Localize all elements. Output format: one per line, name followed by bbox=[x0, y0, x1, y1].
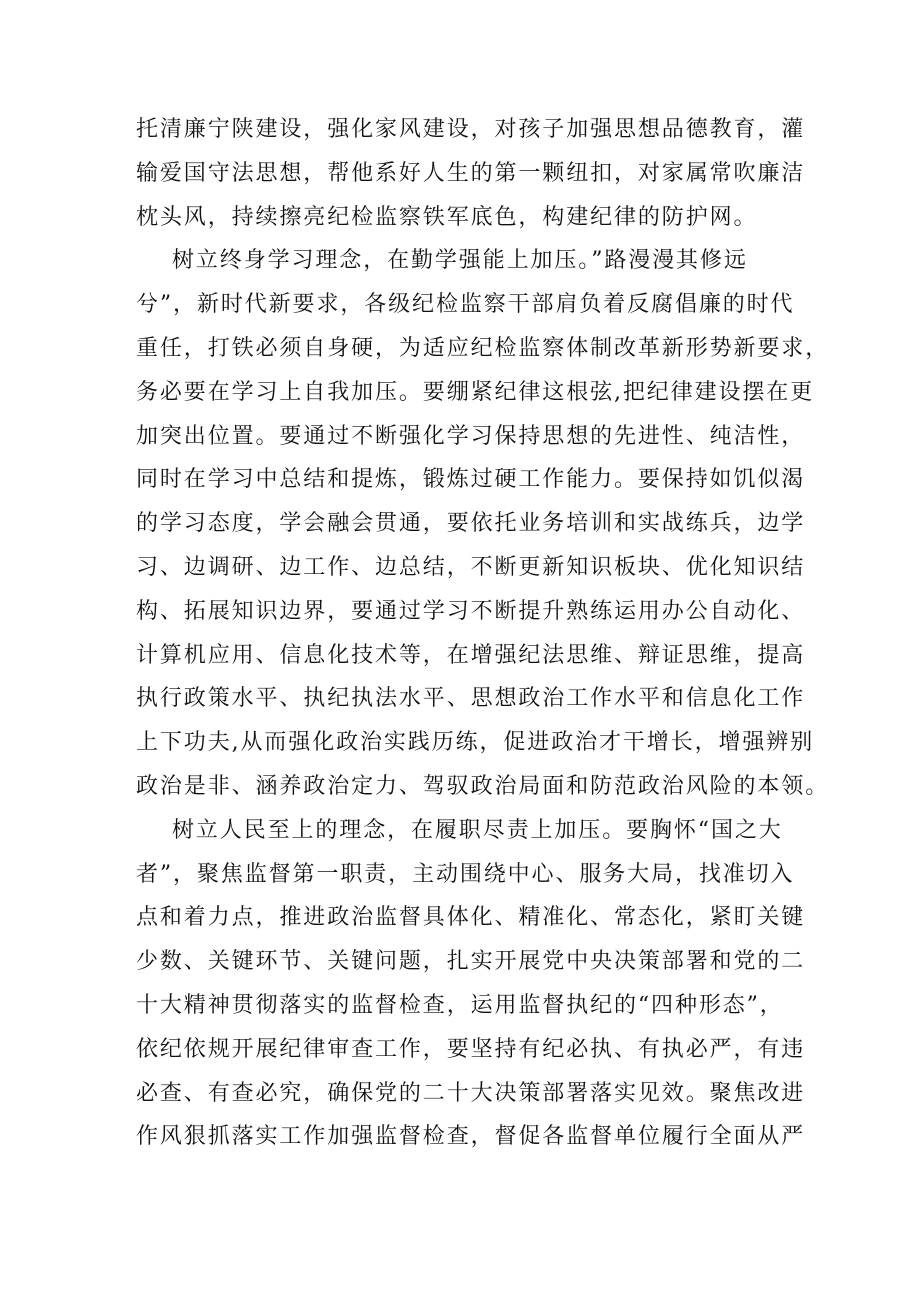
text-line: 作风狠抓落实工作加强监督检查，督促各监督单位履行全面从严 bbox=[136, 1124, 806, 1150]
text-line: 兮”，新时代新要求，各级纪检监察干部肩负着反腐倡廉的时代 bbox=[136, 292, 795, 318]
text-line: 务必要在学习上自我加压。要绷紧纪律这根弦,把纪律建设摆在更 bbox=[136, 379, 815, 405]
text-line: 执行政策水平、执纪执法水平、思想政治工作水平和信息化工作 bbox=[136, 686, 806, 712]
text-line: 政治是非、涵养政治定力、驾驭政治局面和防范政治风险的本领。 bbox=[136, 773, 830, 799]
text-line: 输爱国守法思想，帮他系好人生的第一颗纽扣，对家属常吹廉洁 bbox=[136, 160, 806, 186]
text-line: 十大精神贯彻落实的监督检查，运用监督执纪的“四种形态”， bbox=[136, 992, 784, 1018]
text-line: 的学习态度，学会融会贯通，要依托业务培训和实战练兵，边学 bbox=[136, 511, 806, 537]
text-line: 加突出位置。要通过不断强化学习保持思想的先进性、纯洁性， bbox=[136, 423, 806, 449]
paragraph-first-line: 树立终身学习理念，在勤学强能上加压。”路漫漫其修远 bbox=[172, 248, 748, 274]
text-line: 同时在学习中总结和提炼，锻炼过硬工作能力。要保持如饥似渴 bbox=[136, 467, 806, 493]
text-line: 习、边调研、边工作、边总结，不断更新知识板块、优化知识结 bbox=[136, 554, 806, 580]
text-line: 点和着力点，推进政治监督具体化、精准化、常态化，紧盯关键 bbox=[136, 905, 806, 931]
text-line: 重任，打铁必须自身硬，为适应纪检监察体制改革新形势新要求， bbox=[136, 335, 830, 361]
text-line: 枕头风，持续擦亮纪检监察铁军底色，构建纪律的防护网。 bbox=[136, 204, 758, 230]
text-line: 必查、有查必究，确保党的二十大决策部署落实见效。聚焦改进 bbox=[136, 1080, 806, 1106]
text-line: 构、拓展知识边界，要通过学习不断提升熟练运用办公自动化、 bbox=[136, 598, 806, 624]
text-line: 上下功夫,从而强化政治实践历练，促进政治才干增长，增强辨别 bbox=[136, 730, 815, 756]
body-text bbox=[136, 108, 830, 1159]
text-line: 托清廉宁陕建设，强化家风建设，对孩子加强思想品德教育，灌 bbox=[136, 117, 806, 142]
text-line: 少数、关键环节、关键问题，扎实开展党中央决策部署和党的二 bbox=[136, 949, 806, 975]
text-line: 者”，聚焦监督第一职责，主动围绕中心、服务大局，找准切入 bbox=[136, 861, 795, 887]
paragraph-first-line: 树立人民至上的理念，在履职尽责上加压。要胸怀“国之大 bbox=[172, 817, 783, 843]
text-line: 依纪依规开展纪律审查工作，要坚持有纪必执、有执必严，有违 bbox=[136, 1036, 806, 1062]
text-line: 计算机应用、信息化技术等，在增强纪法思维、辩证思维，提高 bbox=[136, 642, 806, 668]
